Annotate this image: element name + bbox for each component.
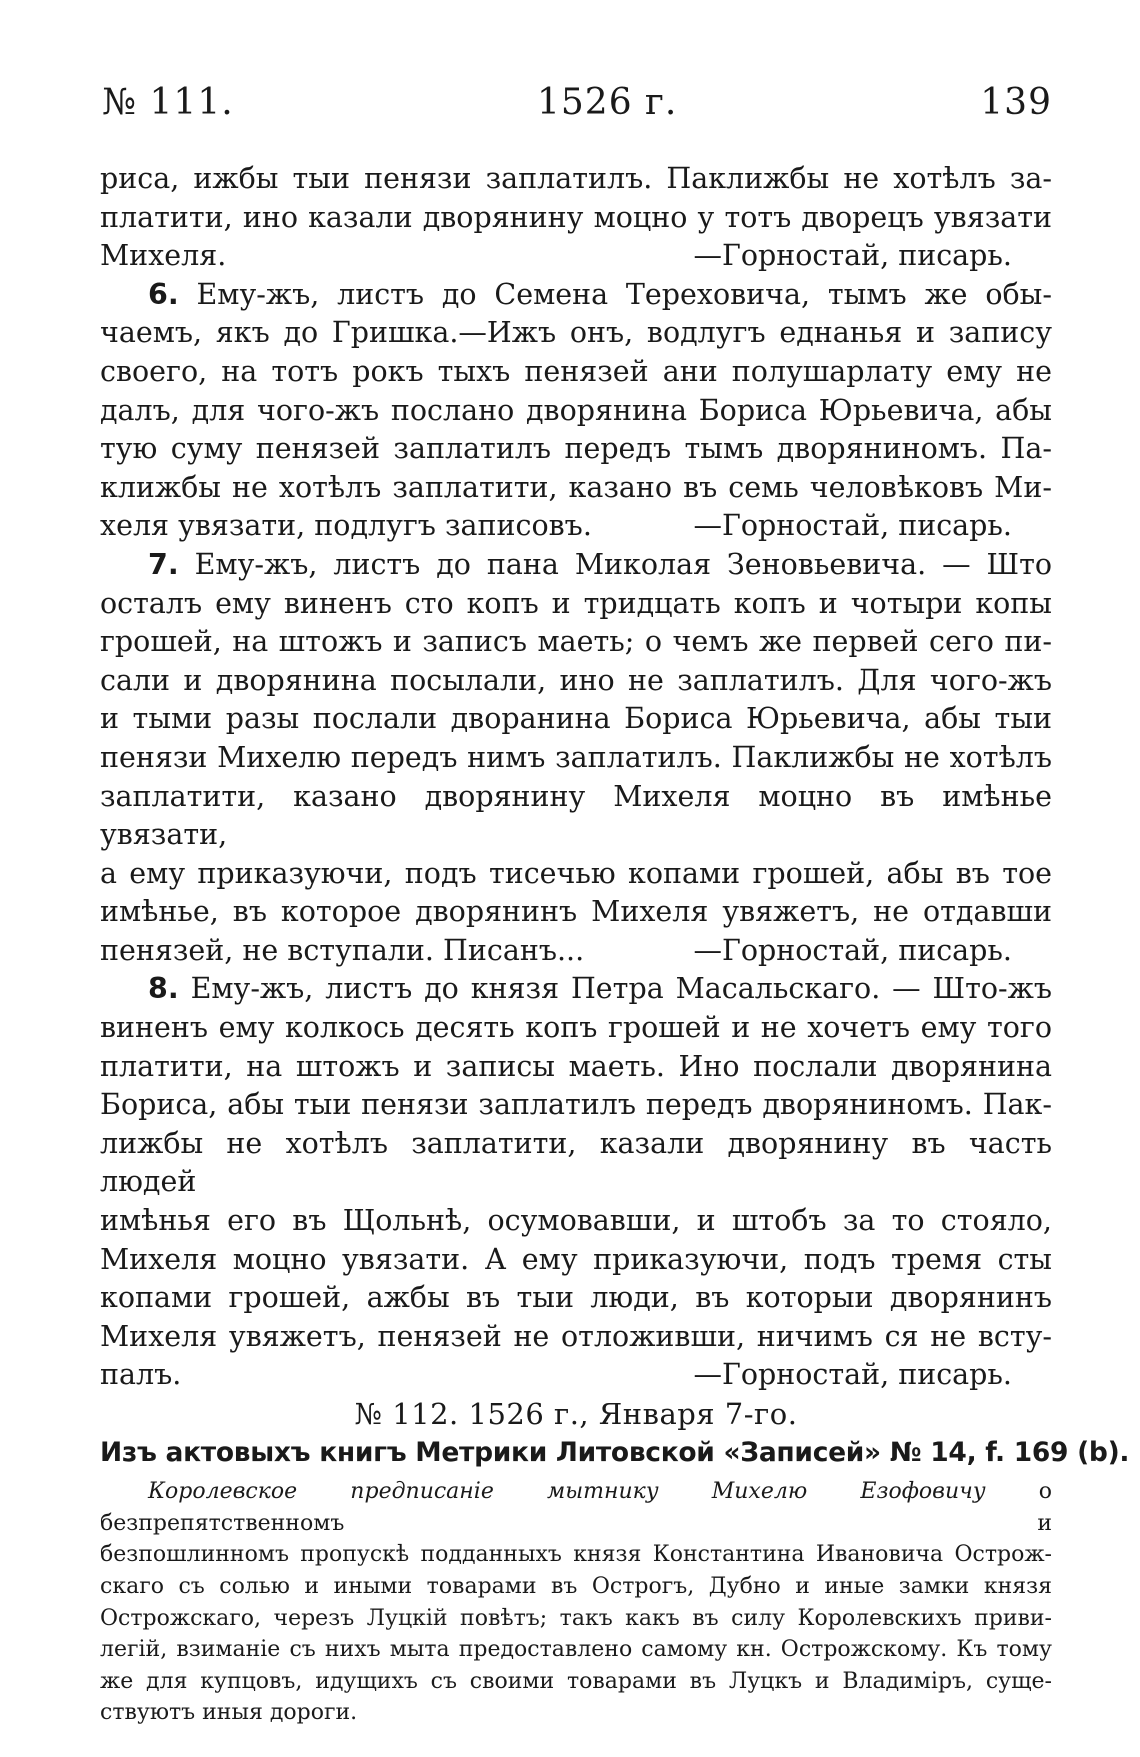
signature-line: хеля увязати, подлугъ записовъ. —Горностай, писарь. — [100, 509, 1012, 543]
document-summary — [100, 1476, 1052, 1729]
summary-line: скаго съ солью и иными товарами въ Острогъ, Дубно и иные замки князя — [100, 1573, 1052, 1599]
signature-line: палъ. —Горностай, писарь. — [100, 1358, 1012, 1392]
text-line: Михеля увяжетъ, пенязей не отложивши, ничимъ ся не всту- — [100, 1319, 1052, 1353]
running-header — [102, 82, 1052, 142]
text-line: и тыми разы послали дворанина Бориса Юрьевича, абы тыи — [100, 702, 1052, 736]
text-line: пенязи Михелю передъ нимъ заплатилъ. Паклижбы не хотѣлъ — [100, 740, 1052, 774]
item-7-first: 7. Ему-жъ, листъ до пана Миколая Зеновьевича. — Што — [148, 547, 1052, 581]
text-line: копами грошей, ажбы въ тыи люди, въ которыи дворянинъ — [100, 1281, 1052, 1315]
text-line: Бориса, абы тыи пенязи заплатилъ передъ дворяниномъ. Пак- — [100, 1088, 1052, 1122]
text-line: платити, ино казали дворянину моцно у тотъ дворецъ увязати — [100, 200, 1052, 234]
summary-line: Острожскаго, черезъ Луцкiй повѣтъ; такъ какъ въ силу Королевскихъ приви- — [100, 1605, 1052, 1631]
text-line: грошей, на штожъ и записъ маеть; о чемъ же первей сего пи- — [100, 625, 1052, 659]
page-number: 139 — [980, 82, 1052, 123]
text-line: платити, на штожъ и записы маеть. Ино послали дворянина — [100, 1049, 1052, 1083]
text-line: тую суму пенязей заплатилъ передъ тымъ дворяниномъ. Па- — [100, 432, 1052, 466]
text-line: имѣнье, въ которое дворянинъ Михеля увяжетъ, не отдавши — [100, 895, 1052, 929]
text-line: риса, ижбы тыи пенязи заплатилъ. Паклижбы не хотѣлъ за- — [100, 162, 1052, 195]
text-line: сали и дворянина посылали, ино не заплатилъ. Для чого-жъ — [100, 663, 1052, 697]
text-line: далъ, для чого-жъ послано дворянина Бориса Юрьевича, абы — [100, 393, 1052, 427]
item-6-first: 6. Ему-жъ, листъ до Семена Тереховича, тымъ же обы- — [148, 277, 1052, 311]
header-year: 1526 г. — [537, 82, 678, 123]
source-line: Изъ актовыхъ книгъ Метрики Литовской «Записей» № 14, f. 169 (b). — [100, 1436, 1130, 1468]
text-line: клижбы не хотѣлъ заплатити, казано въ семь человѣковъ Ми- — [100, 470, 1052, 504]
document-112-title: № 112. 1526 г., Января 7-го. — [354, 1397, 798, 1431]
item-8-first: 8. Ему-жъ, листъ до князя Петра Масальскаго. — Што-жъ — [148, 972, 1052, 1006]
signature-line: Михеля. —Горностай, писарь. — [100, 239, 1012, 273]
text-line: Михеля моцно увязати. А ему приказуючи, подъ тремя сты — [100, 1242, 1052, 1276]
signature-line: пенязей, не вступали. Писанъ... —Горностай, писарь. — [100, 933, 1012, 967]
text-line: чаемъ, якъ до Гришка.—Ижъ онъ, водлугъ еднанья и запису — [100, 316, 1052, 350]
document-body — [100, 160, 1130, 1729]
text-line: заплатити, казано дворянину Михеля моцно въ имѣнье увязати, — [100, 779, 1052, 852]
summary-line: же для купцовъ, идущихъ съ своими товарами въ Луцкъ и Владимiръ, суще- — [100, 1668, 1052, 1694]
text-line: лижбы не хотѣлъ заплатити, казали дворянину въ часть людей — [100, 1126, 1052, 1199]
text-line: а ему приказуючи, подъ тисечью копами грошей, абы въ тое — [100, 856, 1052, 890]
summary-line: безпошлинномъ пропускѣ подданныхъ князя Константина Ивановича Острож- — [100, 1542, 1052, 1568]
summary-line: легiй, взиманiе съ нихъ мыта предоставлено самому кн. Острожскому. Къ тому — [100, 1637, 1052, 1663]
text-line: осталъ ему виненъ сто копъ и тридцать копъ и чотыри копы — [100, 586, 1052, 620]
text-line: имѣнья его въ Щольнѣ, осумовавши, и штобъ за то стояло, — [100, 1204, 1052, 1238]
summary-first-line: Королевское предписанiе мытнику Михелю Езофовичу о безпрепятственномъ и — [100, 1479, 1052, 1536]
document-number: № 111. — [102, 82, 234, 123]
text-line: виненъ ему колкось десять копъ грошей и не хочетъ ему того — [100, 1011, 1052, 1045]
text-line: своего, на тотъ рокъ тыхъ пенязей ани полушарлату ему не — [100, 354, 1052, 388]
summary-line: ствуютъ иныя дороги. — [100, 1700, 358, 1726]
